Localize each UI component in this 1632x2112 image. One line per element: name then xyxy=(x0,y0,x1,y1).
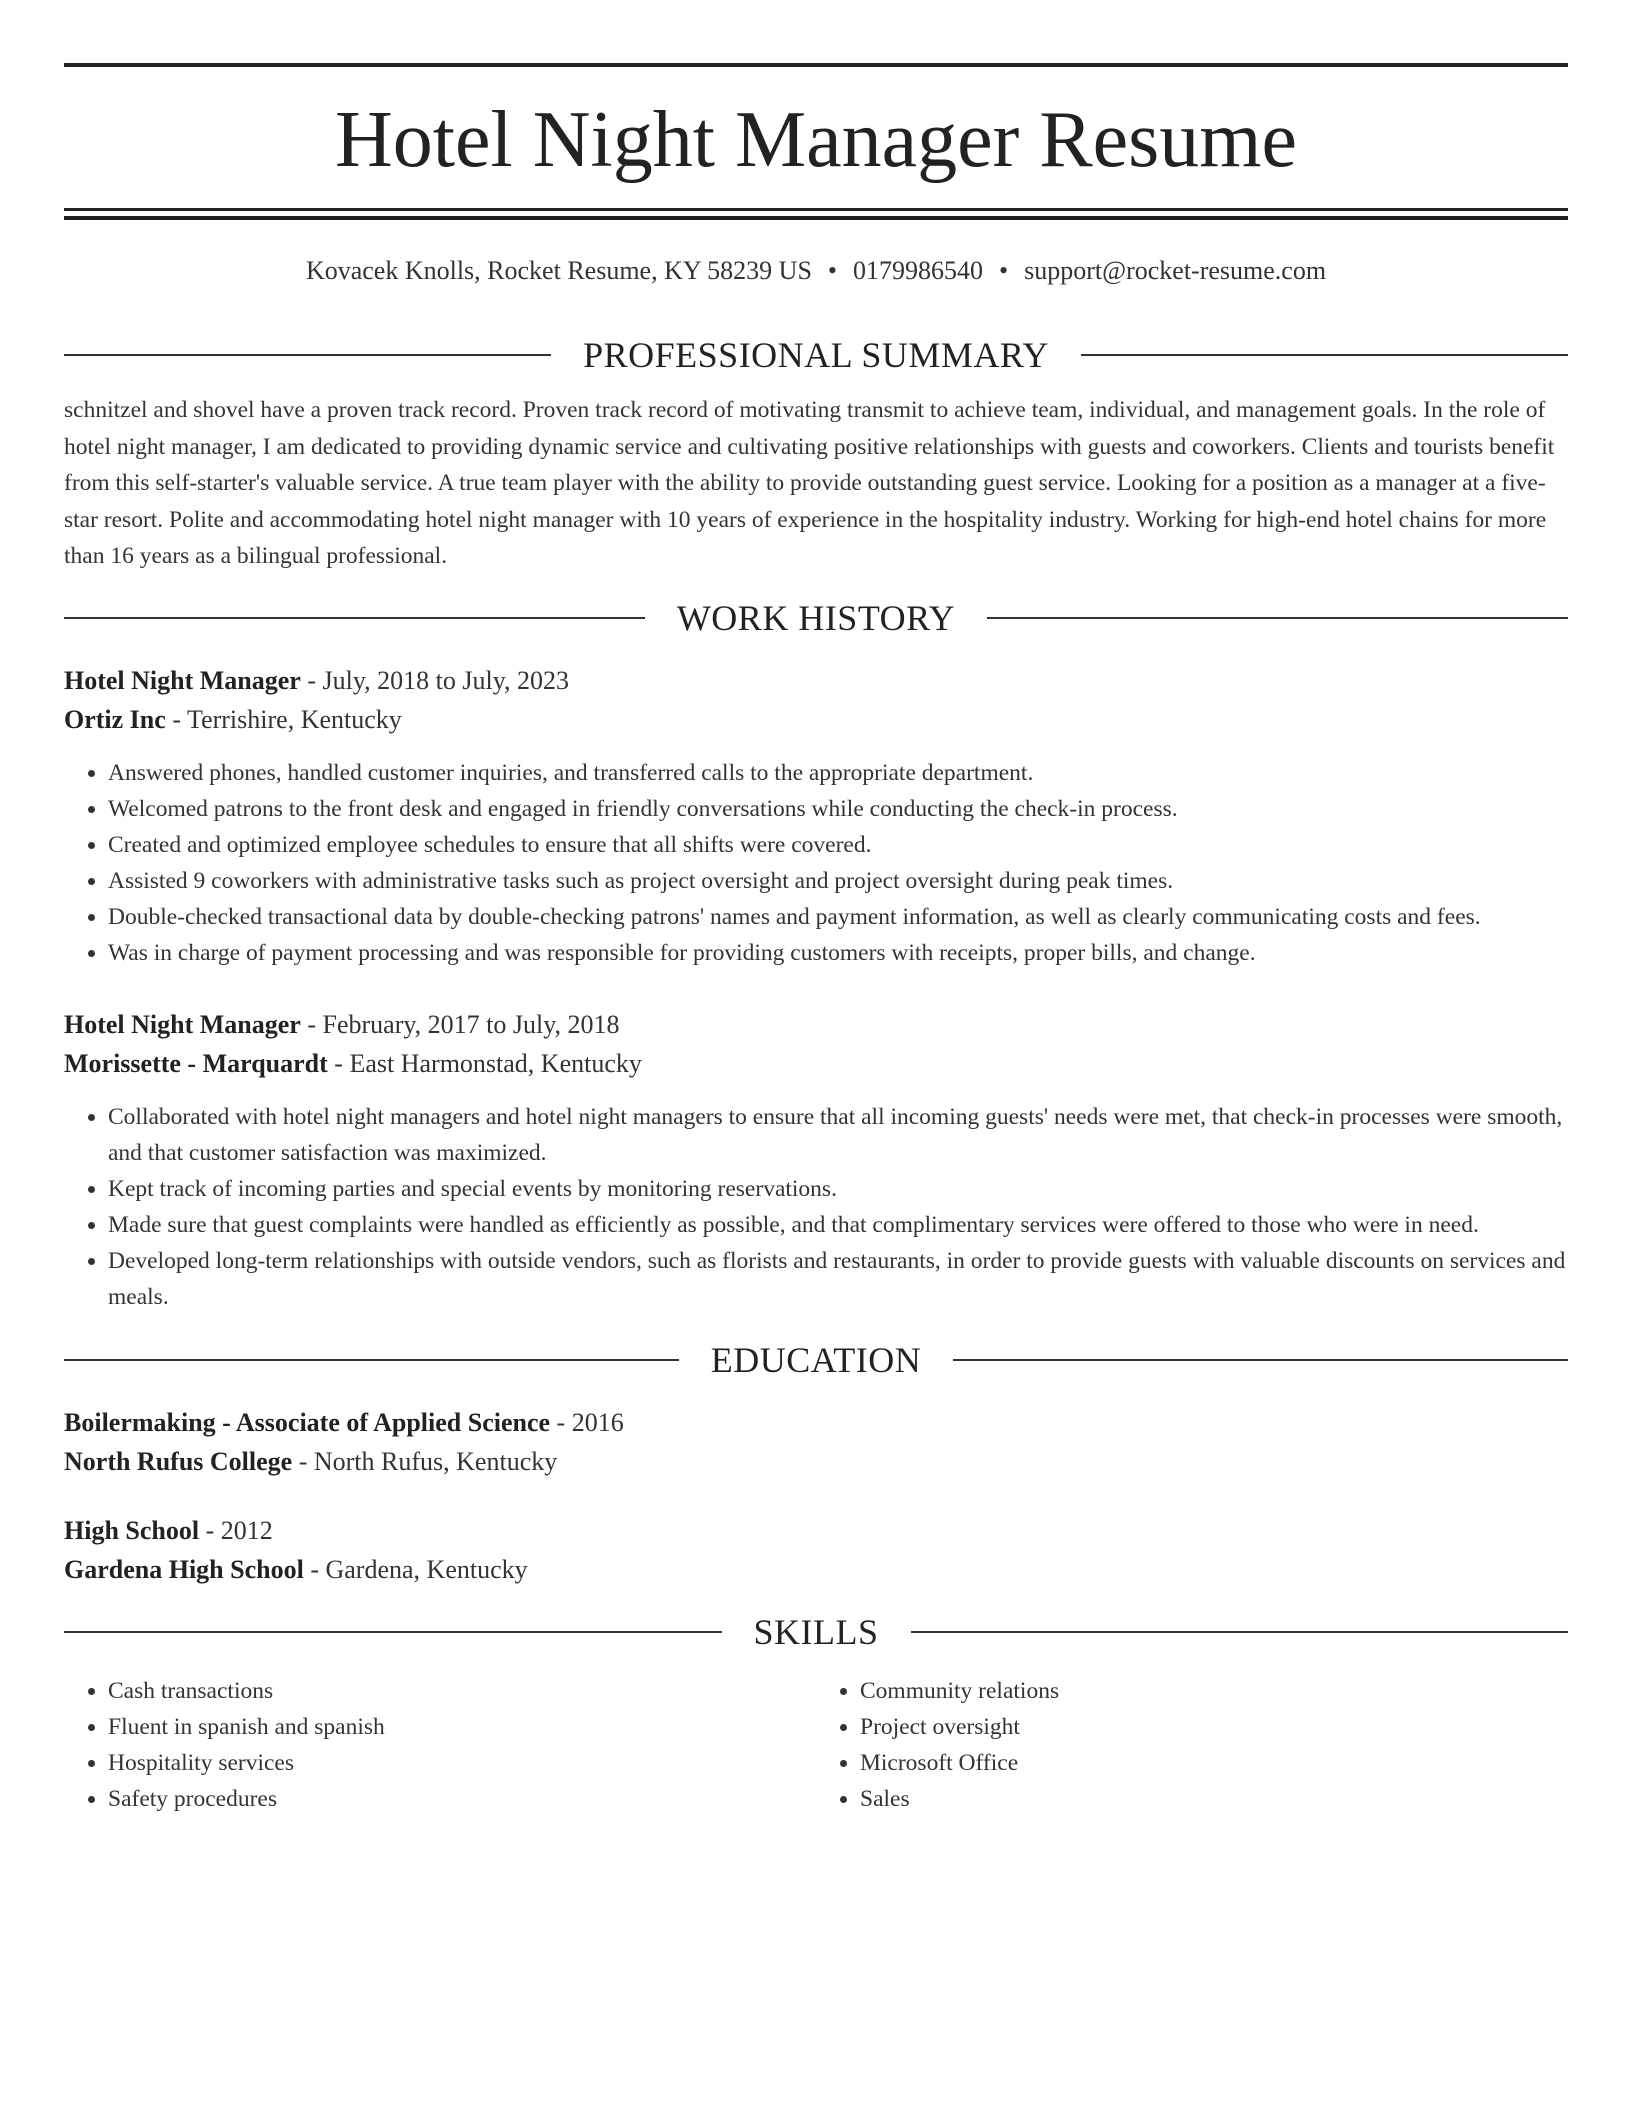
skill-item: • Sales xyxy=(860,1781,1568,1817)
skill-item: • Cash transactions xyxy=(108,1673,816,1709)
skill-item: • Project oversight xyxy=(860,1709,1568,1745)
heading-rule xyxy=(1081,354,1568,356)
contact-phone: 0179986540 xyxy=(853,256,984,285)
education-entry xyxy=(64,1403,1568,1481)
heading-rule xyxy=(953,1359,1568,1361)
job-company-line xyxy=(64,1044,1568,1083)
top-rule xyxy=(64,63,1568,67)
job-company: Ortiz Inc xyxy=(64,704,166,734)
contact-address: Kovacek Knolls, Rocket Resume, KY 58239 US xyxy=(305,256,812,285)
education-school-line xyxy=(64,1550,1568,1589)
contact-separator: • xyxy=(999,256,1009,285)
skill-item: • Community relations xyxy=(860,1673,1568,1709)
education-location: - North Rufus, Kentucky xyxy=(292,1446,558,1476)
education-degree: Boilermaking - Associate of Applied Science xyxy=(64,1407,551,1437)
job-location: - East Harmonstad, Kentucky xyxy=(327,1048,642,1078)
heading-rule xyxy=(64,1359,679,1361)
heading-rule xyxy=(987,617,1568,619)
education-location: - Gardena, Kentucky xyxy=(303,1554,528,1584)
list-item: • Assisted 9 coworkers with administrative tasks such as project oversight and project oversight during peak times. xyxy=(108,863,1568,899)
skill-item: • Fluent in spanish and spanish xyxy=(108,1709,816,1745)
job-dates: - February, 2017 to July, 2018 xyxy=(300,1009,620,1039)
skills-column-right xyxy=(816,1673,1568,1817)
job-company: Morissette - Marquardt xyxy=(64,1048,328,1078)
title-rule-lower xyxy=(64,216,1568,220)
education-school: Gardena High School xyxy=(64,1554,304,1584)
title-rule-upper xyxy=(64,208,1568,211)
education-degree-line xyxy=(64,1511,1568,1550)
education-entry xyxy=(64,1511,1568,1589)
job-location: - Terrishire, Kentucky xyxy=(165,704,402,734)
section-heading-skills xyxy=(64,1607,1568,1657)
job-bullets xyxy=(64,1099,1568,1315)
list-item: • Kept track of incoming parties and special events by monitoring reservations. xyxy=(108,1171,1568,1207)
section-title-work: WORK HISTORY xyxy=(676,597,956,638)
section-title-summary: PROFESSIONAL SUMMARY xyxy=(583,335,1049,375)
job-entry xyxy=(64,1005,1568,1315)
list-item: • Made sure that guest complaints were handled as efficiently as possible, and that complimentary services were offered to those who were in need. xyxy=(108,1207,1568,1243)
section-heading-summary xyxy=(64,330,1568,380)
heading-rule xyxy=(64,617,645,619)
section-heading-work xyxy=(64,593,1568,643)
skills-list xyxy=(64,1673,1568,1817)
list-item: • Was in charge of payment processing and was responsible for providing customers with receipts, proper bills, and change. xyxy=(108,935,1568,971)
education-degree-line xyxy=(64,1403,1568,1442)
skill-item: • Safety procedures xyxy=(108,1781,816,1817)
education-year: - 2016 xyxy=(550,1407,624,1437)
job-title: Hotel Night Manager xyxy=(64,665,301,695)
list-item: • Welcomed patrons to the front desk and engaged in friendly conversations while conducting the check-in process. xyxy=(108,791,1568,827)
section-title-education: EDUCATION xyxy=(710,1339,922,1380)
job-dates: - July, 2018 to July, 2023 xyxy=(300,665,570,695)
job-title-line xyxy=(64,661,1568,700)
contact-line xyxy=(64,252,1568,290)
education-degree: High School xyxy=(64,1515,200,1545)
list-item: • Answered phones, handled customer inquiries, and transferred calls to the appropriate department. xyxy=(108,755,1568,791)
skills-column-left xyxy=(64,1673,816,1817)
list-item: • Collaborated with hotel night managers and hotel night managers to ensure that all incoming guests' needs were met, that check-in processes were smooth, and that customer satisfaction was maximized. xyxy=(108,1099,1568,1171)
job-title: Hotel Night Manager xyxy=(64,1009,301,1039)
section-heading-education xyxy=(64,1335,1568,1385)
heading-rule xyxy=(911,1631,1569,1633)
job-bullets xyxy=(64,755,1568,971)
heading-rule xyxy=(64,1631,722,1633)
job-entry xyxy=(64,661,1568,971)
education-school: North Rufus College xyxy=(64,1446,293,1476)
skill-item: • Hospitality services xyxy=(108,1745,816,1781)
list-item: • Double-checked transactional data by double-checking patrons' names and payment information, as well as clearly communicating costs and fees. xyxy=(108,899,1568,935)
heading-rule xyxy=(64,354,551,356)
contact-separator: • xyxy=(827,256,838,285)
section-title-skills: SKILLS xyxy=(753,1611,879,1652)
list-item: • Developed long-term relationships with outside vendors, such as florists and restaurants, in order to provide guests with valuable discounts on services and meals. xyxy=(108,1243,1568,1315)
list-item: • Created and optimized employee schedules to ensure that all shifts were covered. xyxy=(108,827,1568,863)
summary-text: schnitzel and shovel have a proven track record. Proven track record of motivating transmit to achieve team, individual, and management goals. In the role of hotel night manager, I am dedicated to providing dynamic service and cultivating positive relationships with guests and coworkers. Clients and tourists benefit from this self-starter's valuable service. A true team player with the ability to provide outstanding guest service. Looking for a position as a manager at a five-star resort. Polite and accommodating hotel night manager with 10 years of experience in the hospitality industry. Working for high-end hotel chains for more than 16 years as a bilingual professional. xyxy=(64,397,1555,569)
job-title-line xyxy=(64,1005,1568,1044)
education-year: - 2012 xyxy=(199,1515,273,1545)
education-school-line xyxy=(64,1442,1568,1481)
contact-email: support@rocket-resume.com xyxy=(1024,256,1327,285)
page-title: Hotel Night Manager Resume xyxy=(335,96,1297,184)
resume-content xyxy=(64,330,1568,1817)
job-company-line xyxy=(64,700,1568,739)
skill-item: • Microsoft Office xyxy=(860,1745,1568,1781)
